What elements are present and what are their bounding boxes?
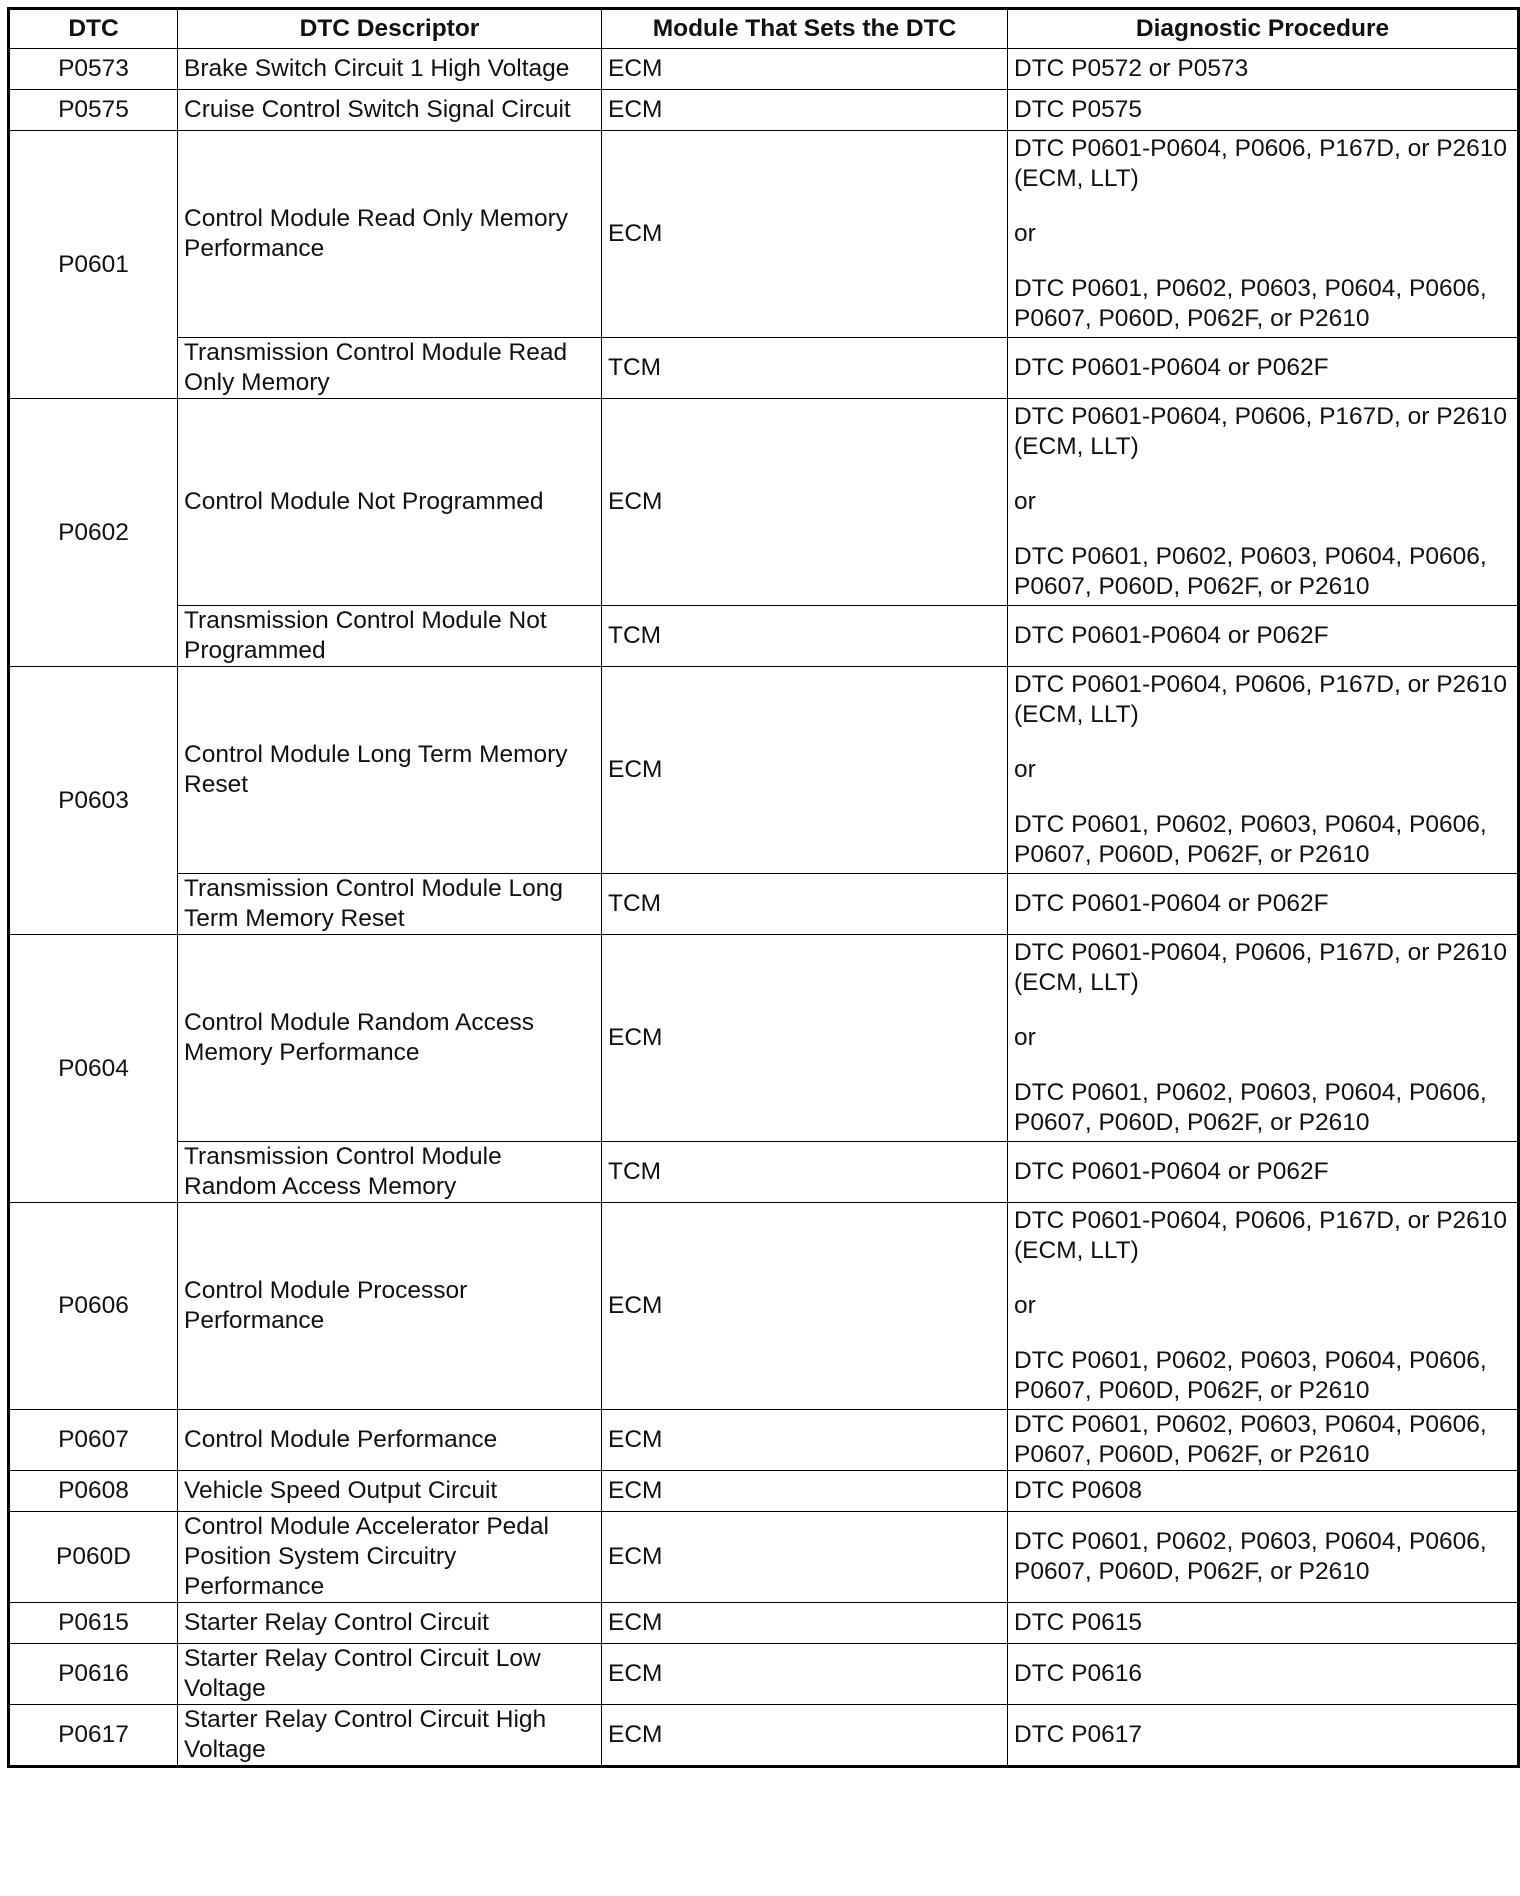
- dtc-descriptor: Control Module Accelerator Pedal Position System Circuitry Performance: [178, 1512, 602, 1603]
- procedure-or: or: [1014, 488, 1036, 515]
- module-cell: ECM: [602, 49, 1008, 90]
- table-row: [9, 1512, 1519, 1603]
- table-row: [9, 1644, 1519, 1705]
- procedure-cell: DTC P0601-P0604 or P062F: [1008, 1142, 1519, 1203]
- table-row: [9, 935, 1519, 1142]
- dtc-descriptor: Starter Relay Control Circuit Low Voltage: [178, 1644, 602, 1705]
- dtc-code: P060D: [9, 1512, 178, 1603]
- procedure-text: DTC P0601-P0604, P0606, P167D, or P2610 (ECM, LLT): [1014, 1207, 1508, 1264]
- dtc-code: P0606: [9, 1203, 178, 1410]
- module-cell: ECM: [602, 1603, 1008, 1644]
- procedure-cell: [1008, 667, 1519, 874]
- table-row: [9, 90, 1519, 131]
- dtc-descriptor: Brake Switch Circuit 1 High Voltage: [178, 49, 602, 90]
- dtc-code: P0602: [9, 399, 178, 667]
- table-row: [9, 1705, 1519, 1767]
- dtc-descriptor: Starter Relay Control Circuit High Voltage: [178, 1705, 602, 1767]
- procedure-cell: DTC P0601-P0604 or P062F: [1008, 874, 1519, 935]
- dtc-descriptor: Control Module Read Only Memory Performance: [178, 131, 602, 338]
- header-module: Module That Sets the DTC: [602, 9, 1008, 49]
- procedure-cell: DTC P0608: [1008, 1471, 1519, 1512]
- module-cell: ECM: [602, 935, 1008, 1142]
- module-cell: ECM: [602, 1644, 1008, 1705]
- procedure-cell: DTC P0572 or P0573: [1008, 49, 1519, 90]
- procedure-cell: DTC P0601, P0602, P0603, P0604, P0606, P0607, P060D, P062F, or P2610: [1008, 1410, 1519, 1471]
- procedure-text: DTC P0601-P0604, P0606, P167D, or P2610 (ECM, LLT): [1014, 939, 1508, 996]
- table-row: [9, 667, 1519, 874]
- dtc-code: P0607: [9, 1410, 178, 1471]
- module-cell: ECM: [602, 667, 1008, 874]
- dtc-descriptor: Transmission Control Module Long Term Memory Reset: [178, 874, 602, 935]
- header-descriptor: DTC Descriptor: [178, 9, 602, 49]
- procedure-or: or: [1014, 220, 1036, 247]
- table-row: [9, 606, 1519, 667]
- procedure-text: DTC P0601-P0604, P0606, P167D, or P2610 (ECM, LLT): [1014, 671, 1508, 728]
- procedure-cell: DTC P0601-P0604 or P062F: [1008, 606, 1519, 667]
- procedure-cell: DTC P0617: [1008, 1705, 1519, 1767]
- procedure-cell: [1008, 935, 1519, 1142]
- table-row: [9, 49, 1519, 90]
- table-row: [9, 131, 1519, 338]
- dtc-descriptor: Transmission Control Module Not Programmed: [178, 606, 602, 667]
- dtc-descriptor: Starter Relay Control Circuit: [178, 1603, 602, 1644]
- module-cell: TCM: [602, 874, 1008, 935]
- module-cell: ECM: [602, 1705, 1008, 1767]
- dtc-descriptor: Control Module Performance: [178, 1410, 602, 1471]
- module-cell: TCM: [602, 606, 1008, 667]
- module-cell: ECM: [602, 131, 1008, 338]
- procedure-or: or: [1014, 1292, 1036, 1319]
- header-procedure: Diagnostic Procedure: [1008, 9, 1519, 49]
- procedure-cell: DTC P0615: [1008, 1603, 1519, 1644]
- procedure-cell: [1008, 1203, 1519, 1410]
- table-row: [9, 1203, 1519, 1410]
- dtc-code: P0616: [9, 1644, 178, 1705]
- table-row: [9, 1471, 1519, 1512]
- procedure-text: DTC P0601-P0604, P0606, P167D, or P2610 (ECM, LLT): [1014, 135, 1508, 192]
- dtc-descriptor: Transmission Control Module Read Only Memory: [178, 338, 602, 399]
- procedure-cell: [1008, 399, 1519, 606]
- module-cell: ECM: [602, 1512, 1008, 1603]
- module-cell: ECM: [602, 1410, 1008, 1471]
- procedure-cell: [1008, 131, 1519, 338]
- dtc-code: P0617: [9, 1705, 178, 1767]
- dtc-descriptor: Control Module Random Access Memory Performance: [178, 935, 602, 1142]
- table-row: [9, 399, 1519, 606]
- dtc-table: [7, 7, 1520, 1768]
- dtc-code: P0601: [9, 131, 178, 399]
- table-row: [9, 874, 1519, 935]
- procedure-text: DTC P0601-P0604, P0606, P167D, or P2610 (ECM, LLT): [1014, 403, 1508, 460]
- dtc-code: P0604: [9, 935, 178, 1203]
- table-row: [9, 338, 1519, 399]
- dtc-code: P0615: [9, 1603, 178, 1644]
- procedure-text: DTC P0601, P0602, P0603, P0604, P0606, P0607, P060D, P062F, or P2610: [1014, 1079, 1487, 1136]
- dtc-code: P0575: [9, 90, 178, 131]
- module-cell: ECM: [602, 90, 1008, 131]
- procedure-text: DTC P0601, P0602, P0603, P0604, P0606, P0607, P060D, P062F, or P2610: [1014, 1347, 1487, 1404]
- procedure-or: or: [1014, 756, 1036, 783]
- procedure-cell: DTC P0575: [1008, 90, 1519, 131]
- header-dtc: DTC: [9, 9, 178, 49]
- dtc-descriptor: Control Module Long Term Memory Reset: [178, 667, 602, 874]
- dtc-descriptor: Control Module Not Programmed: [178, 399, 602, 606]
- table-row: [9, 1410, 1519, 1471]
- dtc-descriptor: Cruise Control Switch Signal Circuit: [178, 90, 602, 131]
- dtc-descriptor: Control Module Processor Performance: [178, 1203, 602, 1410]
- procedure-text: DTC P0601, P0602, P0603, P0604, P0606, P0607, P060D, P062F, or P2610: [1014, 275, 1487, 332]
- procedure-or: or: [1014, 1024, 1036, 1051]
- dtc-descriptor: Vehicle Speed Output Circuit: [178, 1471, 602, 1512]
- module-cell: ECM: [602, 399, 1008, 606]
- module-cell: ECM: [602, 1203, 1008, 1410]
- module-cell: ECM: [602, 1471, 1008, 1512]
- table-header-row: [9, 9, 1519, 49]
- procedure-text: DTC P0601, P0602, P0603, P0604, P0606, P0607, P060D, P062F, or P2610: [1014, 543, 1487, 600]
- module-cell: TCM: [602, 1142, 1008, 1203]
- table-row: [9, 1603, 1519, 1644]
- dtc-code: P0608: [9, 1471, 178, 1512]
- dtc-descriptor: Transmission Control Module Random Access Memory: [178, 1142, 602, 1203]
- procedure-text: DTC P0601, P0602, P0603, P0604, P0606, P0607, P060D, P062F, or P2610: [1014, 811, 1487, 868]
- module-cell: TCM: [602, 338, 1008, 399]
- procedure-cell: DTC P0601, P0602, P0603, P0604, P0606, P0607, P060D, P062F, or P2610: [1008, 1512, 1519, 1603]
- dtc-code: P0573: [9, 49, 178, 90]
- procedure-cell: DTC P0601-P0604 or P062F: [1008, 338, 1519, 399]
- table-row: [9, 1142, 1519, 1203]
- procedure-cell: DTC P0616: [1008, 1644, 1519, 1705]
- dtc-code: P0603: [9, 667, 178, 935]
